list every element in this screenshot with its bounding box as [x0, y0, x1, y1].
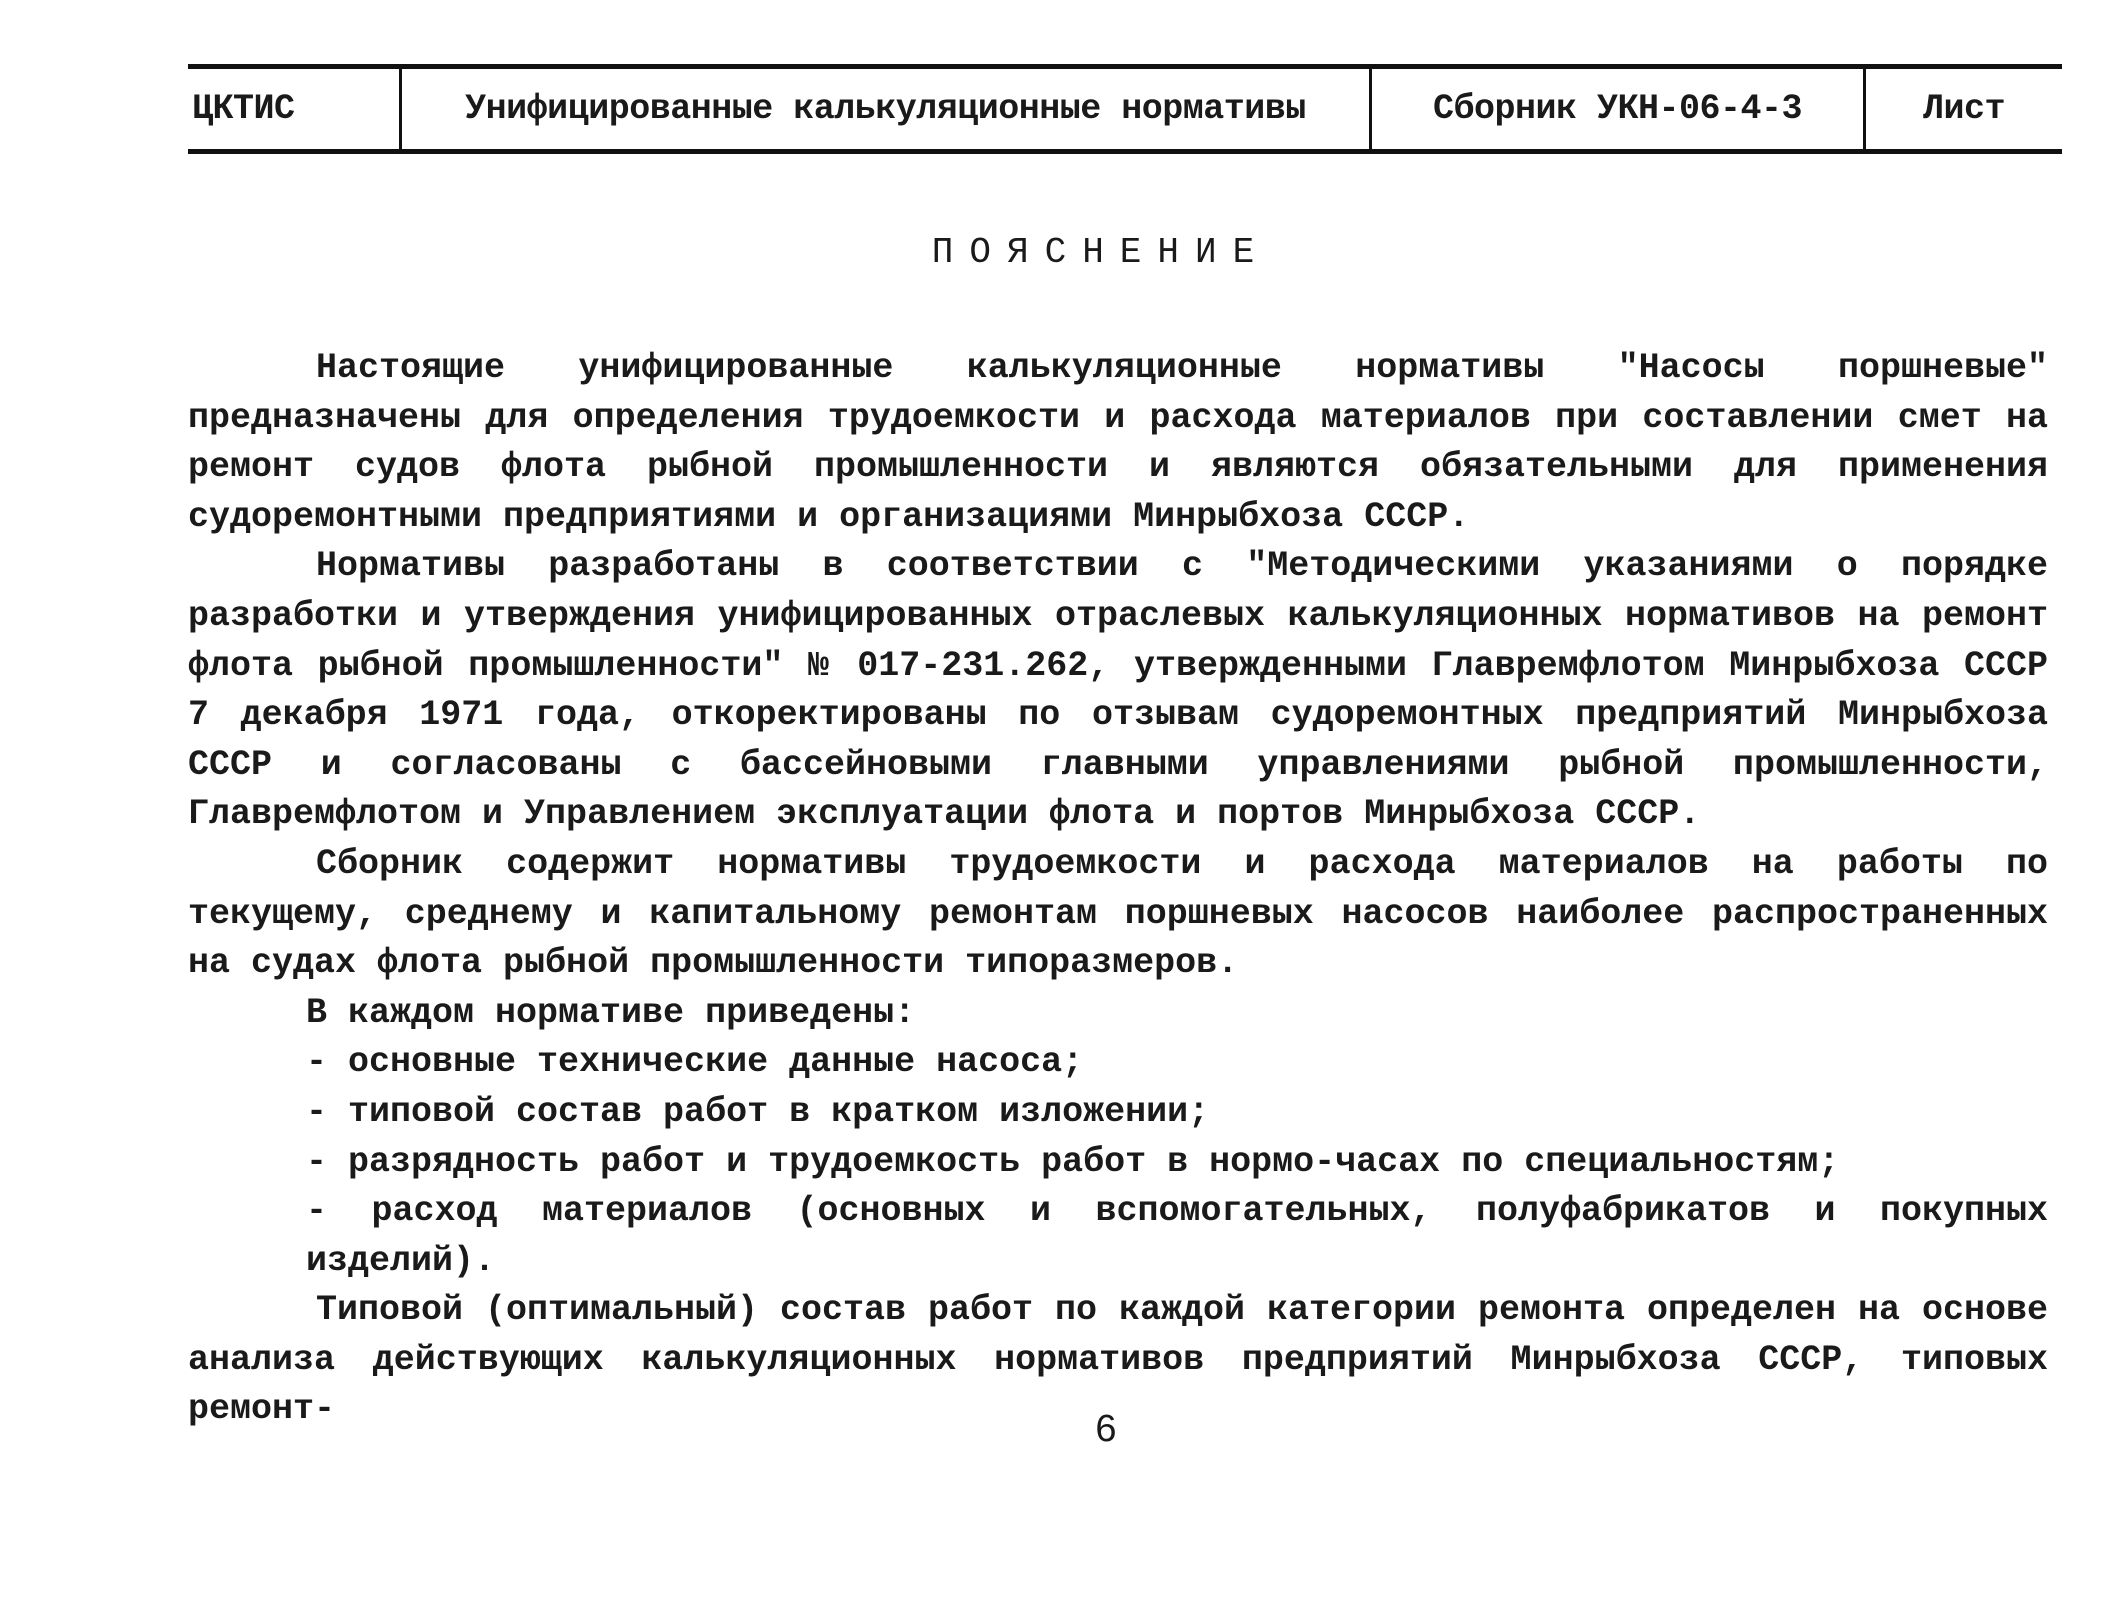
header-title: Унифицированные калькуляционные нормативы: [402, 69, 1372, 149]
paragraph: Сборник содержит нормативы трудоемкости и расхода материалов на работы по текущему, среднему и капитальному ремонтам поршневых насосов наиболее распространенных на судах флота рыбной промышленности типоразмеров.: [188, 843, 2048, 984]
document-header: [188, 64, 2062, 154]
document-body: [188, 344, 2048, 1435]
header-sheet: Лист: [1922, 89, 2005, 129]
list-intro: В каждом нормативе приведены:: [306, 992, 916, 1033]
section-heading: ПОЯСНЕНИЕ: [931, 232, 1271, 273]
list-item: - основные технические данные насоса;: [306, 1042, 1084, 1083]
header-org: ЦКТИС: [188, 69, 402, 149]
list-item: - расход материалов (основных и вспомогательных, полуфабрикатов и покупных изделий).: [306, 1191, 2048, 1281]
page-number: 6: [1095, 1408, 1117, 1450]
list-item: - разрядность работ и трудоемкость работ в нормо-часах по специальностям;: [306, 1141, 1840, 1182]
paragraph: Нормативы разработаны в соответствии с "Методическими указаниями о порядке разработки и утверждения унифицированных отраслевых калькуляционных нормативов на ремонт флота рыбной промышленности" № 017-231.262, утвержденными Главремфлотом Минрыбхоза СССР 7 декабря 1971 года, откоректированы по отзывам судоремонтных предприятий Минрыбхоза СССР и согласованы с бассейновыми главными управлениями рыбной промышленности, Главремфлотом и Управлением эксплуатации флота и портов Минрыбхоза СССР.: [188, 546, 2048, 835]
paragraph: Типовой (оптимальный) состав работ по каждой категории ремонта определен на основе анализа действующих калькуляционных нормативов предприятий Минрыбхоза СССР, типовых ремонт-: [188, 1290, 2048, 1430]
paragraph: Настоящие унифицированные калькуляционные нормативы "Насосы поршневые" предназначены для определения трудоемкости и расхода материалов при составлении смет на ремонт судов флота рыбной промышленности и являются обязательными для применения судоремонтными предприятиями и организациями Минрыбхоза СССР.: [188, 348, 2048, 537]
list-item: - типовой состав работ в кратком изложении;: [306, 1091, 1210, 1132]
header-collection: Сборник УКН-06-4-3: [1372, 69, 1866, 149]
